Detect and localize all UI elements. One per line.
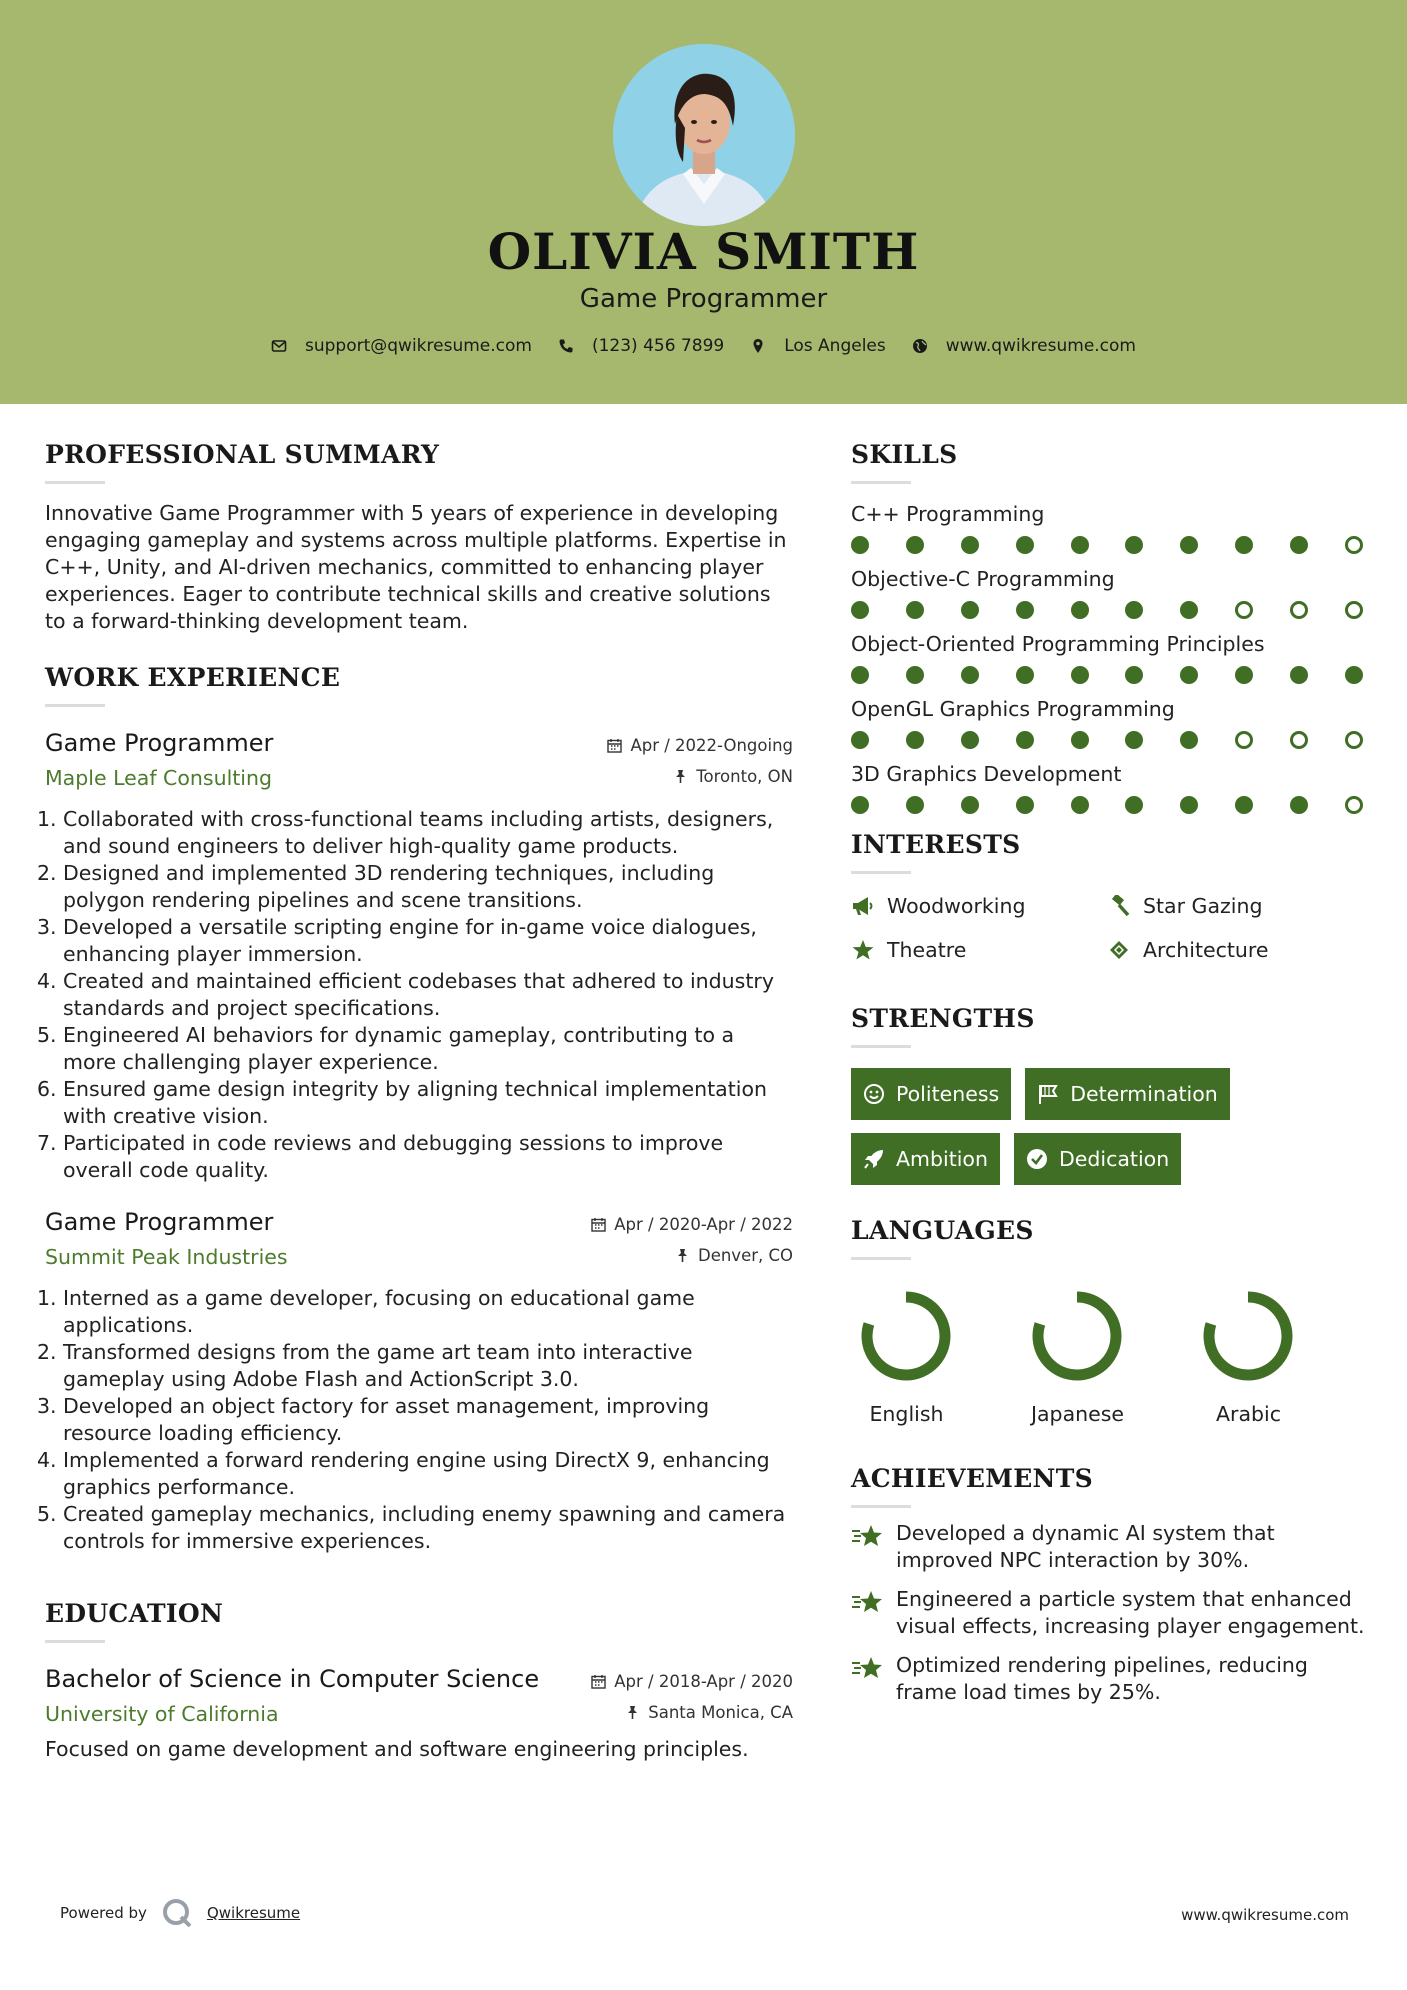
contact-location	[750, 336, 886, 356]
list-item: 2. Designed and implemented 3D rendering techniques, including polygon rendering pipelines and scene transitions.	[37, 861, 715, 912]
skill-rating	[851, 731, 1363, 749]
education-location-text: Santa Monica, CA	[648, 1703, 793, 1722]
candidate-name: OLIVIA SMITH	[487, 222, 920, 281]
interest-item: Architecture	[1107, 938, 1363, 962]
section-divider	[851, 1505, 911, 1508]
experience-section	[37, 663, 793, 1555]
rating-dot-filled	[906, 666, 924, 684]
job-entry	[37, 1208, 793, 1555]
candidate-role: Game Programmer	[579, 284, 828, 314]
job-entry	[37, 729, 793, 1184]
rating-dot-filled	[1290, 666, 1308, 684]
list-item: 5. Engineered AI behaviors for dynamic gameplay, contributing to a more challenging player experience.	[37, 1023, 735, 1074]
list-item: 6. Ensured game design integrity by aligning technical implementation with creative vision.	[37, 1077, 768, 1128]
rating-dot-filled	[851, 536, 869, 554]
strength-badge: Dedication	[1014, 1133, 1181, 1185]
education-section	[45, 1599, 793, 1763]
language-ring	[1027, 1286, 1127, 1386]
interests-grid	[851, 894, 1371, 962]
rating-dot-filled	[1345, 666, 1363, 684]
section-divider	[45, 1640, 105, 1643]
profile-photo-image	[613, 44, 795, 226]
contact-website-text: www.qwikresume.com	[945, 336, 1136, 356]
list-item: 3. Developed a versatile scripting engine for in-game voice dialogues, enhancing player immersion.	[37, 915, 757, 966]
rating-dot-empty	[1345, 796, 1363, 814]
pushpin-icon	[673, 769, 688, 784]
languages-list	[851, 1286, 1371, 1426]
job-date	[591, 1215, 793, 1234]
rating-dot-empty	[1345, 731, 1363, 749]
education-description: Focused on game development and software engineering principles.	[45, 1737, 749, 1761]
rating-dot-filled	[906, 601, 924, 619]
interest-item: Woodworking	[851, 894, 1107, 918]
achievements-title: ACHIEVEMENTS	[851, 1464, 1093, 1493]
globe-icon	[912, 338, 928, 354]
rating-dot-filled	[1125, 731, 1143, 749]
rating-dot-filled	[1180, 666, 1198, 684]
ticket-icon	[1107, 939, 1131, 961]
summary-title: PROFESSIONAL SUMMARY	[45, 440, 440, 469]
rating-dot-empty	[1235, 731, 1253, 749]
languages-section	[851, 1216, 1371, 1426]
qwikresume-logo-icon	[161, 1897, 193, 1929]
job-date-text: Apr / 2022-Ongoing	[630, 736, 793, 755]
strengths-list	[851, 1068, 1371, 1198]
language-name: Japanese	[1030, 1402, 1125, 1426]
rating-dot-filled	[961, 731, 979, 749]
achievement-item: Optimized rendering pipelines, reducing frame load times by 25%.	[851, 1652, 1371, 1706]
left-column	[37, 440, 793, 1763]
rating-dot-empty	[1345, 601, 1363, 619]
language-item	[1193, 1286, 1364, 1426]
interests-title: INTERESTS	[851, 830, 1021, 859]
school-name: University of California	[45, 1702, 279, 1726]
trophy-star-icon	[851, 1655, 885, 1683]
flag-icon	[1037, 1083, 1059, 1105]
megaphone-icon	[851, 895, 875, 917]
rating-dot-filled	[906, 796, 924, 814]
contact-phone[interactable]	[558, 336, 724, 356]
education-entry	[45, 1665, 793, 1763]
pushpin-icon	[675, 1248, 690, 1263]
list-item: 1. Interned as a game developer, focusing on educational game applications.	[37, 1286, 695, 1337]
calendar-icon	[607, 738, 622, 753]
job-bullets	[37, 1285, 793, 1555]
rating-dot-filled	[1180, 601, 1198, 619]
job-bullets	[37, 806, 793, 1184]
rating-dot-filled	[851, 796, 869, 814]
rating-dot-empty	[1290, 731, 1308, 749]
contact-email[interactable]	[271, 336, 532, 356]
rating-dot-filled	[1125, 536, 1143, 554]
phone-icon	[558, 338, 574, 354]
skills-list	[851, 502, 1371, 814]
strength-badge: Determination	[1025, 1068, 1230, 1120]
language-ring	[1198, 1286, 1298, 1386]
rating-dot-filled	[1071, 731, 1089, 749]
strengths-title: STRENGTHS	[851, 1004, 1035, 1033]
strength-badge: Politeness	[851, 1068, 1011, 1120]
rating-dot-filled	[1235, 796, 1253, 814]
rating-dot-filled	[1016, 666, 1034, 684]
interest-item: Theatre	[851, 938, 1107, 962]
right-column	[851, 440, 1371, 1706]
rating-dot-filled	[1016, 601, 1034, 619]
skill-name: OpenGL Graphics Programming	[851, 697, 1175, 721]
language-name: Arabic	[1216, 1402, 1281, 1426]
achievements-section	[851, 1464, 1371, 1706]
rating-dot-filled	[961, 796, 979, 814]
rating-dot-filled	[1180, 796, 1198, 814]
trophy-star-icon	[851, 1589, 885, 1617]
job-date	[607, 736, 793, 755]
skill-rating	[851, 601, 1363, 619]
rating-dot-filled	[1125, 601, 1143, 619]
list-item: 7. Participated in code reviews and debugging sessions to improve overall code quality.	[37, 1131, 724, 1182]
skill-rating	[851, 666, 1363, 684]
star-icon	[851, 939, 875, 961]
smile-icon	[863, 1083, 885, 1105]
language-ring-arc	[1038, 1297, 1116, 1375]
skills-section	[851, 440, 1371, 814]
education-title: EDUCATION	[45, 1599, 224, 1628]
education-location	[625, 1703, 793, 1722]
rating-dot-filled	[1071, 796, 1089, 814]
rating-dot-filled	[1071, 536, 1089, 554]
rating-dot-filled	[1290, 796, 1308, 814]
list-item: 5. Created gameplay mechanics, including enemy spawning and camera controls for immersive experiences.	[37, 1502, 786, 1553]
skill-rating	[851, 536, 1363, 554]
rating-dot-filled	[851, 731, 869, 749]
skill-rating	[851, 796, 1363, 814]
rating-dot-filled	[1016, 731, 1034, 749]
language-name: English	[869, 1402, 944, 1426]
experience-title: WORK EXPERIENCE	[45, 663, 341, 692]
job-company: Summit Peak Industries	[45, 1245, 288, 1269]
rating-dot-filled	[906, 536, 924, 554]
rating-dot-empty	[1290, 601, 1308, 619]
achievement-item: Developed a dynamic AI system that improved NPC interaction by 30%.	[851, 1520, 1371, 1574]
trophy-star-icon	[851, 1523, 885, 1551]
degree-title: Bachelor of Science in Computer Science	[45, 1665, 540, 1693]
job-company: Maple Leaf Consulting	[45, 766, 273, 790]
pushpin-icon	[625, 1705, 640, 1720]
job-location	[673, 767, 793, 786]
rating-dot-filled	[1290, 536, 1308, 554]
footer-website[interactable]: www.qwikresume.com	[1181, 1906, 1349, 1924]
job-location-text: Denver, CO	[697, 1246, 793, 1265]
skill-name: C++ Programming	[851, 502, 1045, 526]
summary-section	[45, 440, 793, 635]
rating-dot-filled	[1016, 796, 1034, 814]
contact-website[interactable]	[912, 336, 1136, 356]
section-divider	[851, 1257, 911, 1260]
rating-dot-filled	[1180, 731, 1198, 749]
rating-dot-filled	[1235, 666, 1253, 684]
rating-dot-filled	[1016, 536, 1034, 554]
rating-dot-filled	[851, 666, 869, 684]
rating-dot-filled	[1235, 536, 1253, 554]
skills-title: SKILLS	[851, 440, 958, 469]
gavel-icon	[1107, 895, 1131, 917]
rating-dot-filled	[961, 666, 979, 684]
contact-phone-text: (123) 456 7899	[591, 336, 725, 356]
resume-header	[0, 0, 1407, 404]
section-divider	[851, 481, 911, 484]
powered-by-label: Powered by	[60, 1904, 147, 1922]
rating-dot-filled	[1125, 666, 1143, 684]
rating-dot-empty	[1345, 536, 1363, 554]
envelope-icon	[271, 338, 287, 354]
footer-powered-by	[60, 1897, 300, 1929]
section-divider	[851, 1045, 911, 1048]
rating-dot-filled	[1071, 601, 1089, 619]
rocket-icon	[863, 1148, 885, 1170]
achievements-list	[851, 1520, 1371, 1706]
contact-bar	[0, 336, 1407, 356]
interests-section	[851, 830, 1371, 962]
education-date	[591, 1672, 793, 1691]
section-divider	[45, 704, 105, 707]
language-ring	[856, 1286, 956, 1386]
list-item: 2. Transformed designs from the game art team into interactive gameplay using Adobe Flash and ActionScript 3.0.	[37, 1340, 693, 1391]
list-item: 4. Created and maintained efficient codebases that adhered to industry standards and project specifications.	[37, 969, 774, 1020]
rating-dot-filled	[961, 536, 979, 554]
rating-dot-empty	[1235, 601, 1253, 619]
map-pin-icon	[750, 338, 766, 354]
job-title: Game Programmer	[45, 1208, 274, 1236]
skill-name: Objective-C Programming	[851, 567, 1115, 591]
rating-dot-filled	[851, 601, 869, 619]
rating-dot-filled	[1180, 536, 1198, 554]
calendar-icon	[591, 1217, 606, 1232]
job-location	[675, 1246, 793, 1265]
skill-name: 3D Graphics Development	[851, 762, 1122, 786]
list-item: 1. Collaborated with cross-functional teams including artists, designers, and sound engineers to deliver high-quality game products.	[37, 807, 774, 858]
contact-location-text: Los Angeles	[784, 336, 886, 356]
profile-photo	[613, 44, 795, 226]
list-item: 3. Developed an object factory for asset management, improving resource loading efficiency.	[37, 1394, 710, 1445]
languages-title: LANGUAGES	[851, 1216, 1034, 1245]
job-title: Game Programmer	[45, 729, 274, 757]
job-location-text: Toronto, ON	[696, 767, 793, 786]
education-date-text: Apr / 2018-Apr / 2020	[614, 1672, 793, 1691]
brand-link[interactable]: Qwikresume	[206, 1904, 301, 1922]
summary-text: Innovative Game Programmer with 5 years of experience in developing engaging gameplay and systems across multiple platforms. Expertise in C++, Unity, and AI-driven mechanics, committed to enhancing player experiences. Eager to contribute technical skills and creative solutions to a forward-thinking development team.	[45, 501, 787, 633]
rating-dot-filled	[961, 601, 979, 619]
job-date-text: Apr / 2020-Apr / 2022	[614, 1215, 793, 1234]
rating-dot-filled	[906, 731, 924, 749]
section-divider	[45, 481, 105, 484]
rating-dot-filled	[1071, 666, 1089, 684]
check-circle-icon	[1026, 1148, 1048, 1170]
rating-dot-filled	[1125, 796, 1143, 814]
contact-email-text: support@qwikresume.com	[305, 336, 532, 356]
interest-item: Star Gazing	[1107, 894, 1363, 918]
achievement-item: Engineered a particle system that enhanced visual effects, increasing player engagement.	[851, 1586, 1371, 1640]
skill-name: Object-Oriented Programming Principles	[851, 632, 1265, 656]
language-ring-arc	[1209, 1297, 1287, 1375]
language-ring-arc	[867, 1297, 945, 1375]
calendar-icon	[591, 1674, 606, 1689]
strengths-section	[851, 1004, 1371, 1198]
list-item: 4. Implemented a forward rendering engine using DirectX 9, enhancing graphics performance.	[37, 1448, 770, 1499]
strength-badge: Ambition	[851, 1133, 1000, 1185]
section-divider	[851, 871, 911, 874]
